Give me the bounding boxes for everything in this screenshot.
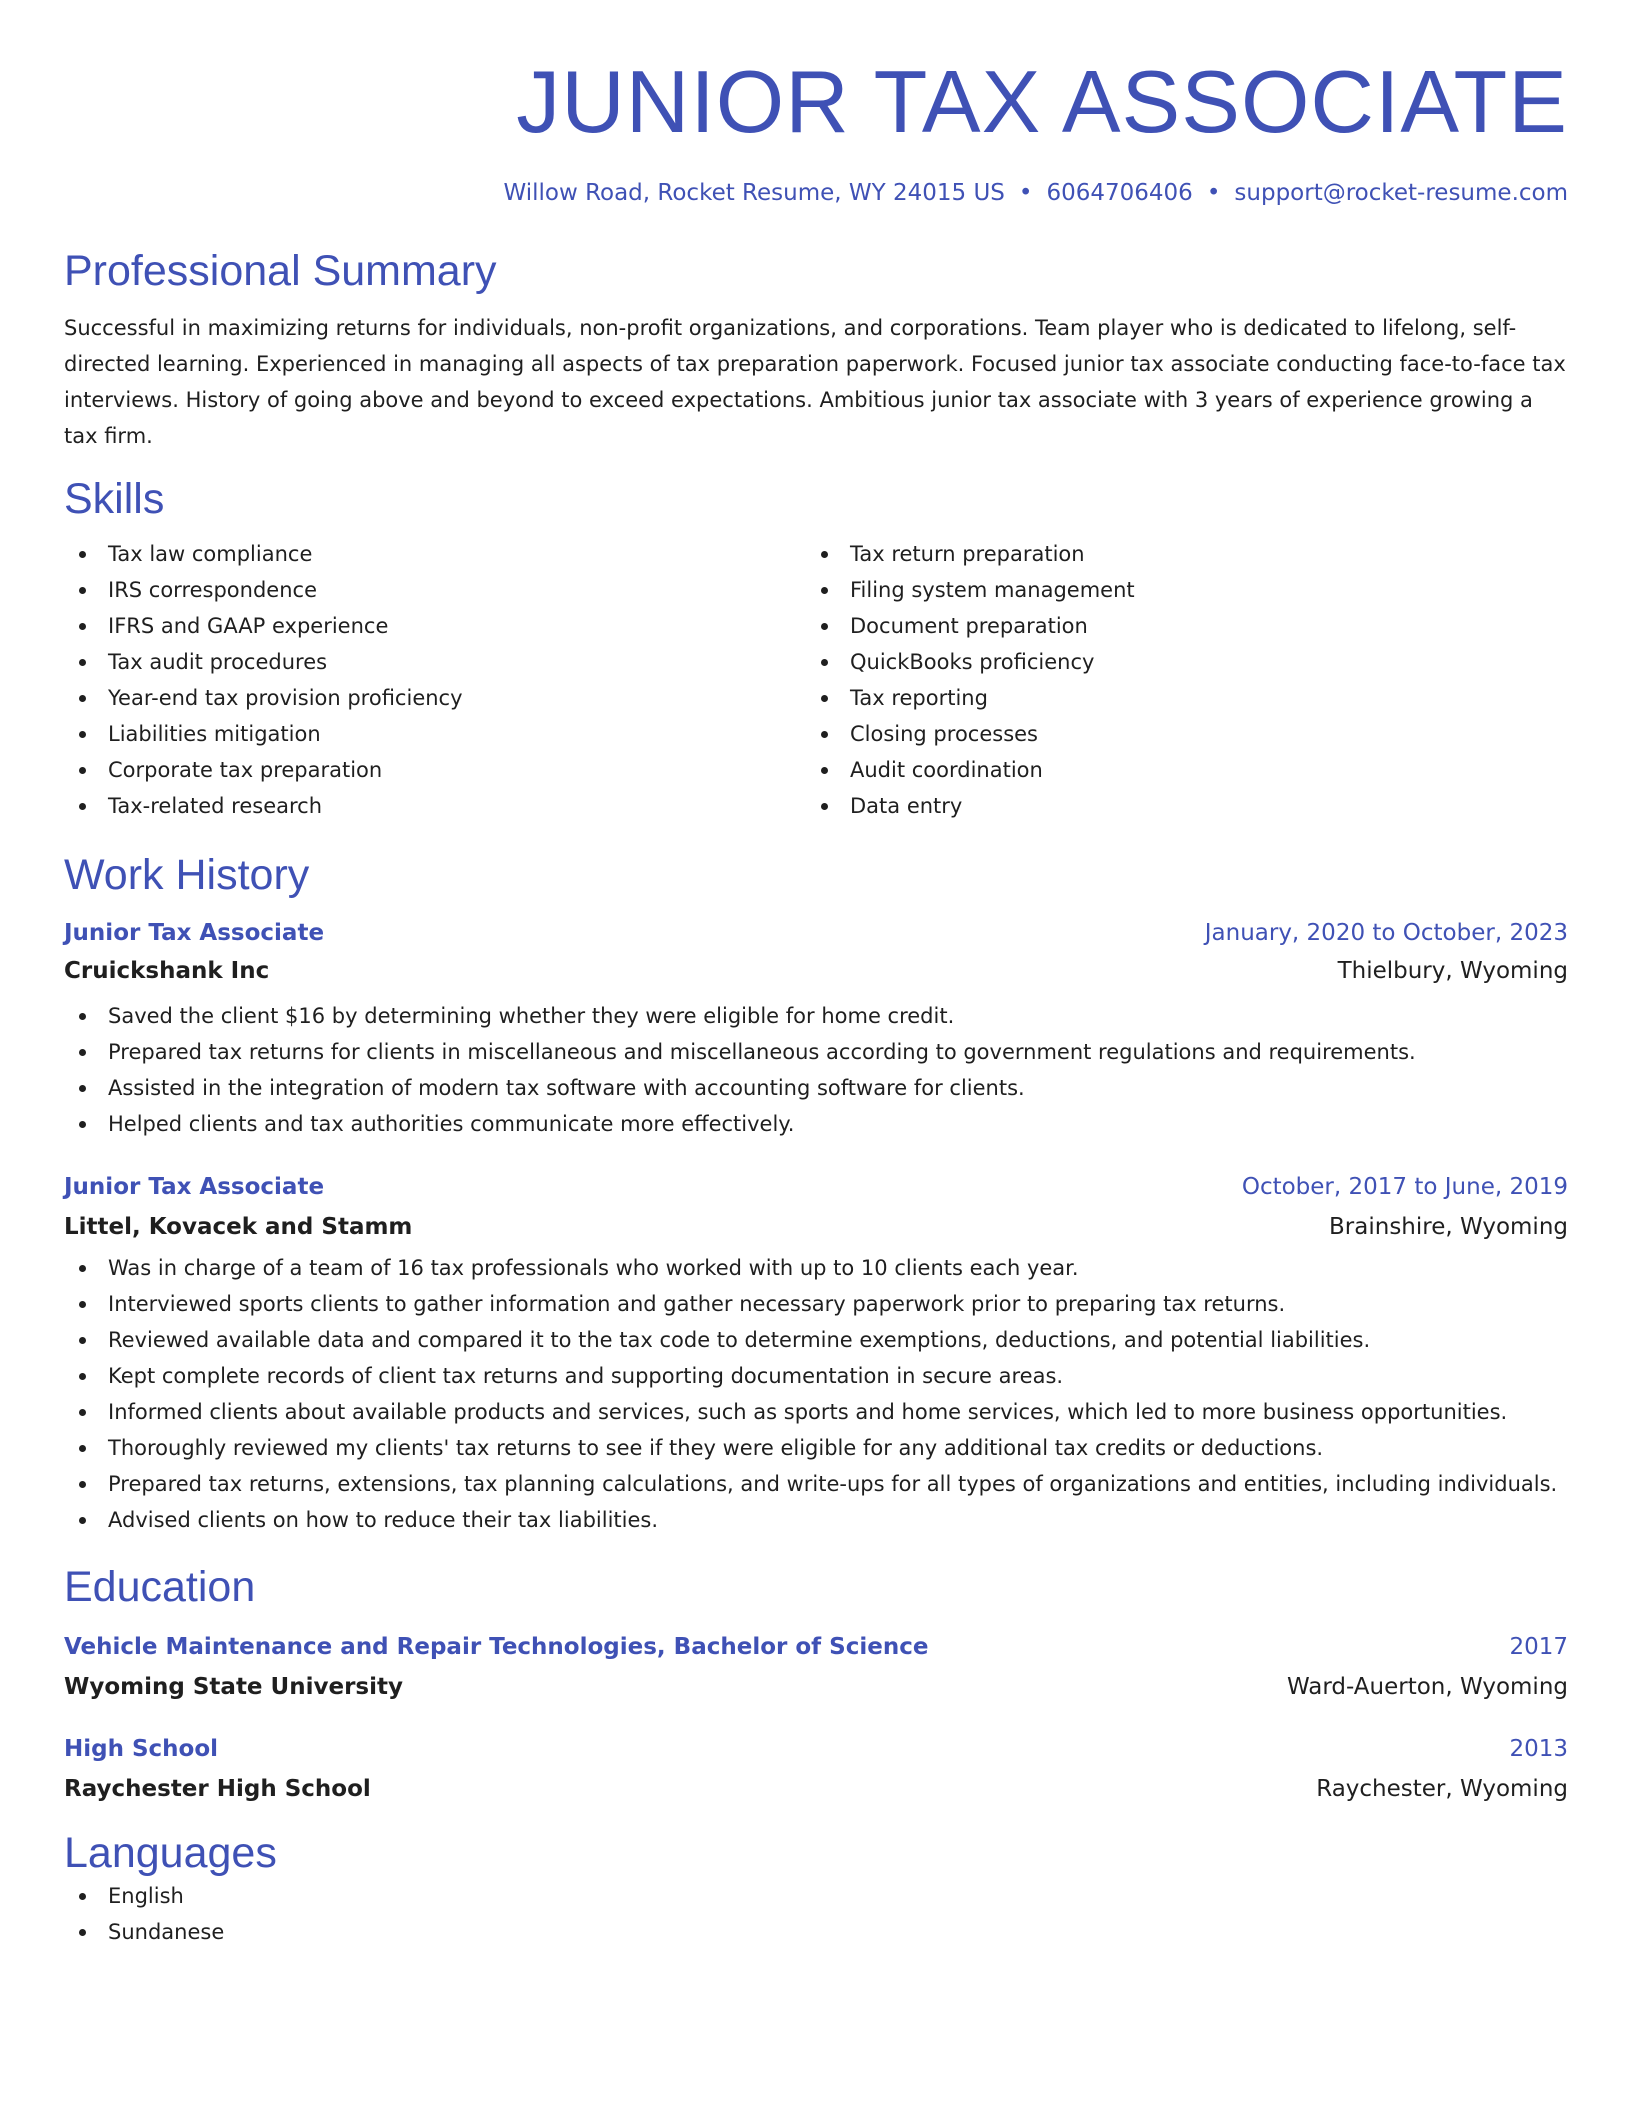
job-bullet: Interviewed sports clients to gather information and gather necessary paperwork prior to preparing tax returns.: [64, 1286, 1568, 1322]
skill-item: Audit coordination: [806, 752, 1548, 788]
job-bullet: Saved the client $16 by determining whether they were eligible for home credit.: [64, 998, 1568, 1034]
contact-email[interactable]: support@rocket-resume.com: [1234, 180, 1568, 206]
job-bullets: [64, 1250, 1568, 1538]
work-entry-company-row: [64, 1212, 1568, 1242]
job-bullet: Was in charge of a team of 16 tax professionals who worked with up to 10 clients each year.: [64, 1250, 1568, 1286]
contact-address: Willow Road, Rocket Resume, WY 24015 US: [503, 180, 1005, 206]
degree-name: Vehicle Maintenance and Repair Technologies, Bachelor of Science: [64, 1634, 929, 1660]
education-school-row: [64, 1672, 1568, 1702]
school-name: Raychester High School: [64, 1776, 371, 1802]
job-title: Junior Tax Associate: [64, 1174, 325, 1200]
education-entry-header: [64, 1734, 1568, 1764]
job-bullet: Helped clients and tax authorities communicate more effectively.: [64, 1106, 1568, 1142]
skill-item: QuickBooks proficiency: [806, 644, 1548, 680]
contact-line: [64, 178, 1568, 208]
job-bullet: Prepared tax returns, extensions, tax planning calculations, and write-ups for all types of organizations and entities, including individuals.: [64, 1466, 1568, 1502]
language-item: English: [64, 1878, 1568, 1914]
job-bullet: Kept complete records of client tax returns and supporting documentation in secure areas.: [64, 1358, 1568, 1394]
contact-phone[interactable]: 6064706406: [1046, 180, 1193, 206]
education-school-row: [64, 1774, 1568, 1804]
candidate-name: JUNIOR TAX ASSOCIATE: [516, 52, 1568, 151]
skill-item: Tax audit procedures: [64, 644, 806, 680]
section-title-summary: Professional Summary: [64, 247, 497, 295]
resume-page: [64, 0, 1568, 1950]
school-name: Wyoming State University: [64, 1674, 403, 1700]
job-bullet: Thoroughly reviewed my clients' tax returns to see if they were eligible for any additional tax credits or deductions.: [64, 1430, 1568, 1466]
contact-separator: •: [1206, 180, 1221, 206]
job-location: Brainshire, Wyoming: [1329, 1214, 1568, 1240]
work-entry-header: [64, 918, 1568, 948]
education-entry: [64, 1632, 1568, 1702]
job-dates: January, 2020 to October, 2023: [1204, 920, 1568, 946]
education-entry-header: [64, 1632, 1568, 1662]
work-entry-company-row: [64, 956, 1568, 986]
resume-header: [64, 54, 1568, 208]
job-title: Junior Tax Associate: [64, 920, 325, 946]
job-location: Thielbury, Wyoming: [1337, 958, 1568, 984]
skill-item: Closing processes: [806, 716, 1548, 752]
skills-list: [64, 536, 1568, 824]
skills-column-right: [806, 536, 1548, 824]
skill-item: Filing system management: [806, 572, 1548, 608]
contact-separator: •: [1018, 180, 1033, 206]
language-item: Sundanese: [64, 1914, 1568, 1950]
skill-item: Document preparation: [806, 608, 1548, 644]
skill-item: Year-end tax provision proficiency: [64, 680, 806, 716]
skill-item: Data entry: [806, 788, 1548, 824]
degree-name: High School: [64, 1736, 219, 1762]
summary-text: Successful in maximizing returns for individuals, non-profit organizations, and corporations. Team player who is dedicated to lifelong, self-directed learning. Experienced in managing all aspects of tax preparation paperwork. Focused junior tax associate conducting face-to-face tax interviews. History of going above and beyond to exceed expectations. Ambitious junior tax associate with 3 years of experience growing a tax firm.: [64, 316, 1566, 448]
job-bullet: Advised clients on how to reduce their tax liabilities.: [64, 1502, 1568, 1538]
section-title-skills: Skills: [64, 475, 165, 523]
skill-item: Corporate tax preparation: [64, 752, 806, 788]
skill-item: Tax-related research: [64, 788, 806, 824]
work-entry: [64, 918, 1568, 1142]
school-location: Ward-Auerton, Wyoming: [1286, 1674, 1568, 1700]
job-bullet: Prepared tax returns for clients in miscellaneous and miscellaneous according to government regulations and requirements.: [64, 1034, 1568, 1070]
section-title-work-history: Work History: [64, 851, 310, 899]
work-entry-header: [64, 1172, 1568, 1202]
section-title-education: Education: [64, 1563, 256, 1611]
company-name: Cruickshank Inc: [64, 958, 270, 984]
graduation-year: 2017: [1509, 1634, 1568, 1660]
job-bullet: Reviewed available data and compared it to the tax code to determine exemptions, deductions, and potential liabilities.: [64, 1322, 1568, 1358]
job-dates: October, 2017 to June, 2019: [1241, 1174, 1568, 1200]
school-location: Raychester, Wyoming: [1316, 1776, 1568, 1802]
skill-item: IRS correspondence: [64, 572, 806, 608]
skill-item: Tax reporting: [806, 680, 1548, 716]
skill-item: IFRS and GAAP experience: [64, 608, 806, 644]
graduation-year: 2013: [1509, 1736, 1568, 1762]
skill-item: Tax law compliance: [64, 536, 806, 572]
skill-item: Liabilities mitigation: [64, 716, 806, 752]
skills-column-left: [64, 536, 806, 824]
section-title-languages: Languages: [64, 1829, 277, 1877]
skill-item: Tax return preparation: [806, 536, 1548, 572]
education-entry: [64, 1734, 1568, 1804]
work-entry: [64, 1172, 1568, 1538]
job-bullet: Informed clients about available products and services, such as sports and home services, which led to more business opportunities.: [64, 1394, 1568, 1430]
job-bullets: [64, 998, 1568, 1142]
languages-list: [64, 1878, 1568, 1950]
company-name: Littel, Kovacek and Stamm: [64, 1214, 413, 1240]
job-bullet: Assisted in the integration of modern tax software with accounting software for clients.: [64, 1070, 1568, 1106]
